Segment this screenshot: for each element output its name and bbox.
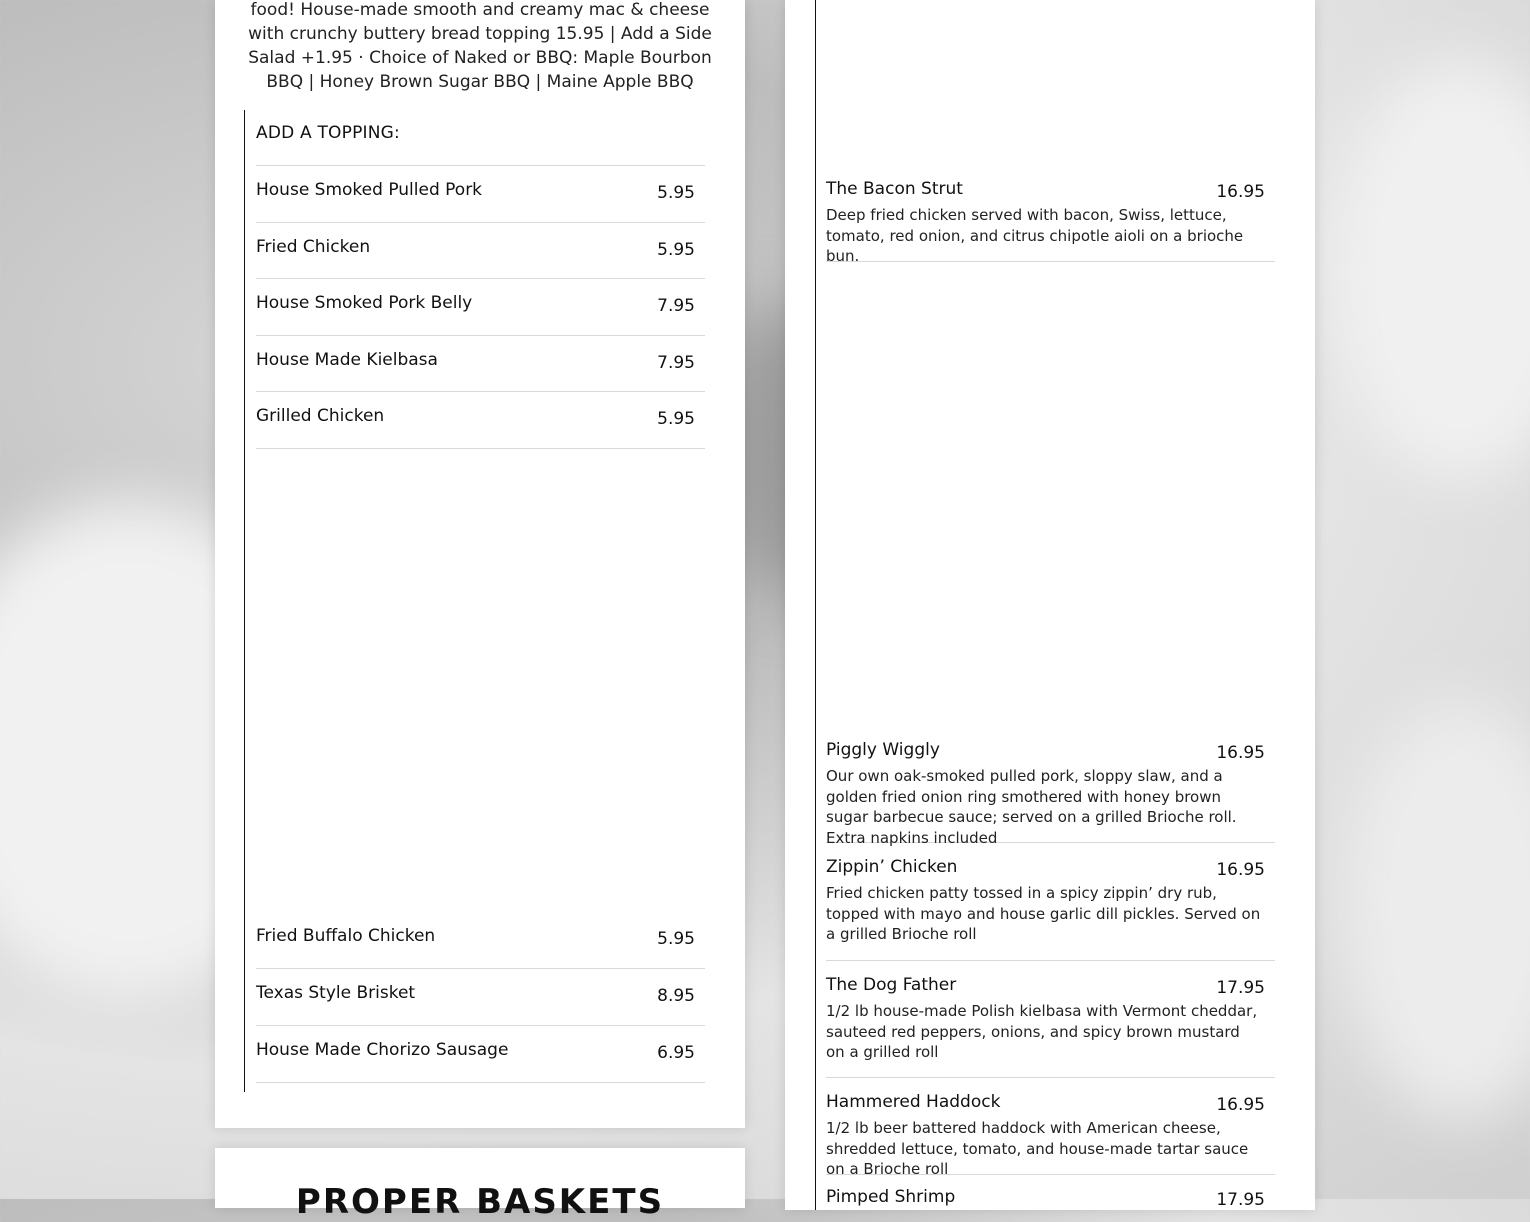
menu-item-price: 17.95	[1216, 978, 1265, 998]
topping-name: Grilled Chicken	[256, 406, 385, 426]
section-heading: PROPER BASKETS	[295, 1182, 665, 1222]
menu-item-name: Piggly Wiggly	[826, 740, 940, 760]
background-cloud	[1340, 700, 1530, 1120]
topping-price: 5.95	[657, 183, 695, 203]
topping-name: Fried Chicken	[256, 237, 371, 257]
topping-row	[256, 912, 705, 968]
menu-item-name: The Dog Father	[826, 975, 957, 995]
topping-price: 6.95	[657, 1043, 695, 1063]
topping-row	[256, 335, 705, 392]
topping-row	[256, 278, 705, 335]
topping-row	[256, 391, 705, 449]
menu-item-description: 1/2 lb beer battered haddock with American cheese, shredded lettuce, tomato, and house-made tartar sauce on a Brioche roll	[826, 1119, 1249, 1178]
background-cloud	[1330, 60, 1530, 480]
menu-item-description: Our own oak-smoked pulled pork, sloppy slaw, and a golden fried onion ring smothered with honey brown sugar barbecue sauce; served on a grilled Brioche roll. Extra napkins included	[826, 767, 1237, 847]
menu-item	[826, 857, 1275, 961]
topping-row	[256, 222, 705, 279]
topping-name: House Smoked Pulled Pork	[256, 180, 483, 200]
menu-item-name: Pimped Shrimp	[826, 1187, 956, 1207]
sandwich-card	[785, 0, 1315, 1210]
topping-price: 8.95	[657, 986, 695, 1006]
topping-price: 7.95	[657, 353, 695, 373]
menu-item-price: 16.95	[1216, 743, 1265, 763]
menu-item	[826, 975, 1275, 1078]
menu-item-price: 17.95	[1216, 1190, 1265, 1210]
menu-item	[826, 179, 1275, 265]
topping-price: 5.95	[657, 409, 695, 429]
topping-price: 5.95	[657, 929, 695, 949]
topping-name: Texas Style Brisket	[256, 983, 416, 1003]
menu-item	[826, 1187, 1275, 1210]
topping-name: House Smoked Pork Belly	[256, 293, 473, 313]
divider	[815, 0, 816, 1210]
menu-item-description: Fried chicken patty tossed in a spicy zippin’ dry rub, topped with mayo and house garlic dill pickles. Served on a grilled Brioche roll	[826, 884, 1261, 943]
topping-list	[244, 110, 706, 1092]
menu-item	[826, 740, 1275, 847]
topping-price: 7.95	[657, 296, 695, 316]
menu-item-name: The Bacon Strut	[826, 179, 963, 199]
menu-item-description: 1/2 lb house-made Polish kielbasa with Vermont cheddar, sauteed red peppers, onions, and spicy brown mustard on a grilled roll	[826, 1002, 1258, 1061]
menu-item-name: Zippin’ Chicken	[826, 857, 958, 877]
topping-name: House Made Chorizo Sausage	[256, 1040, 509, 1060]
topping-price: 5.95	[657, 240, 695, 260]
topping-name: Fried Buffalo Chicken	[256, 926, 436, 946]
topping-row	[256, 1025, 705, 1083]
menu-item	[826, 1092, 1275, 1178]
topping-row	[256, 968, 705, 1025]
menu-item-price: 16.95	[1216, 182, 1265, 202]
menu-item-description: food! House-made smooth and creamy mac & cheese with crunchy buttery bread topping 15.95 | Add a Side Salad +1.95 · Choice of Naked or BBQ: Maple Bourbon BBQ | Honey Brown Sugar BBQ | Maine Apple BBQ	[248, 0, 712, 92]
topping-row	[256, 165, 705, 222]
menu-item-description: Deep fried chicken served with bacon, Swiss, lettuce, tomato, red onion, and citrus chipotle aioli on a brioche bun.	[826, 206, 1244, 265]
mac-and-cheese-card	[215, 0, 745, 1128]
menu-item-price: 16.95	[1216, 860, 1265, 880]
topping-list-title: ADD A TOPPING:	[256, 123, 400, 143]
menu-item-price: 16.95	[1216, 1095, 1265, 1115]
baskets-card	[215, 1148, 745, 1222]
topping-name: House Made Kielbasa	[256, 350, 438, 370]
menu-item-name: Hammered Haddock	[826, 1092, 1001, 1112]
